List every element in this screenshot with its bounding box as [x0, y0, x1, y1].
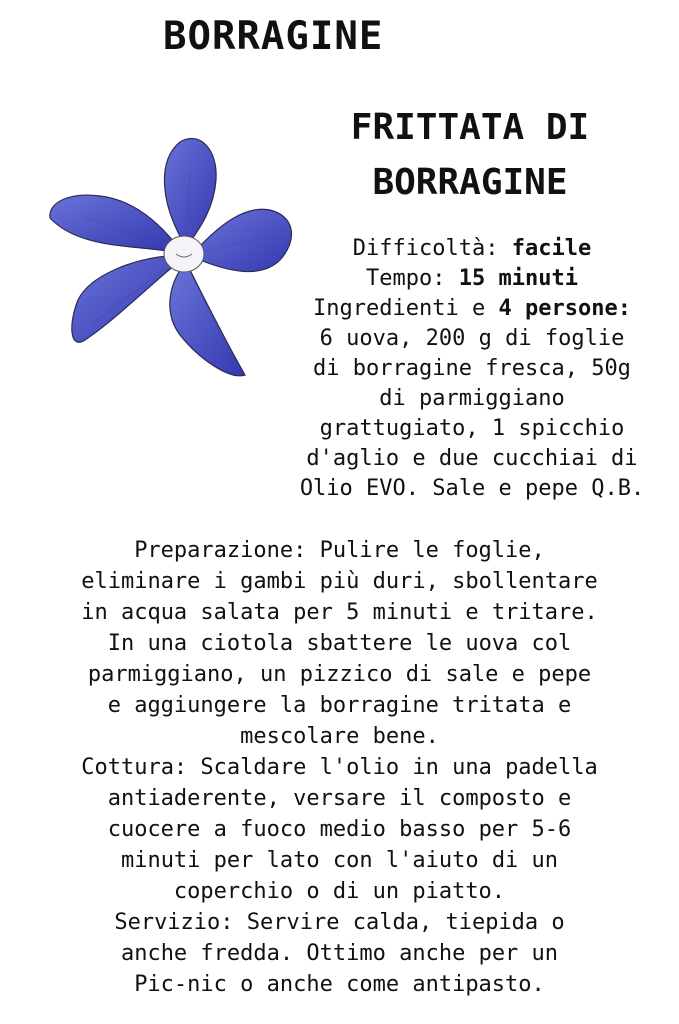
preparation-line: eliminare i gambi più duri, sbollentare	[81, 569, 598, 594]
cooking-line: coperchio o di un piatto.	[173, 879, 506, 904]
preparation-line: in acqua salata per 5 minuti e tritare.	[81, 600, 598, 625]
difficulty-row	[265, 234, 679, 264]
preparation-line: e aggiungere la borragine tritata e	[107, 693, 572, 718]
recipe-title-line-1: FRITTATA DI	[350, 107, 590, 148]
difficulty-label: Difficoltà:	[352, 236, 512, 261]
ingredients-row	[265, 294, 679, 324]
serving-line: Pic-nic o anche come antipasto.	[134, 972, 545, 997]
ingredient-line: di borragine fresca, 50g	[313, 356, 631, 381]
ingredient-line: d'aglio e due cucchiai di	[306, 446, 638, 471]
preparation-line: parmiggiano, un pizzico di sale e pepe	[87, 662, 592, 687]
preparation-line: In una ciotola sbattere le uova col	[107, 631, 572, 656]
petal-top	[164, 138, 216, 242]
ingredient-line: di parmiggiano	[379, 386, 565, 411]
preparation-text	[20, 535, 659, 1000]
time-row	[265, 264, 679, 294]
ingredient-line: Olio EVO. Sale e pepe Q.B.	[299, 476, 645, 501]
cooking-line: Cottura: Scaldare l'olio in una padella	[81, 755, 598, 780]
preparation-line: mescolare bene.	[240, 724, 439, 749]
ingredient-line: 6 uova, 200 g di foglie	[319, 326, 625, 351]
time-label: Tempo:	[366, 266, 459, 291]
cooking-line: cuocere a fuoco medio basso per 5-6	[107, 817, 572, 842]
petal-left	[50, 195, 174, 252]
recipe-title-line-2: BORRAGINE	[372, 162, 568, 203]
time-value: 15 minuti	[458, 266, 578, 291]
petal-bottom-left	[72, 256, 175, 342]
ingredients-label: Ingredienti e	[313, 296, 499, 321]
recipe-info	[265, 234, 679, 504]
difficulty-value: facile	[511, 236, 592, 261]
ingredients-persons: 4 persone:	[498, 296, 631, 321]
page-heading: BORRAGINE	[163, 14, 384, 59]
ingredient-line: grattugiato, 1 spicchio	[319, 416, 625, 441]
serving-line: Servizio: Servire calda, tiepida o	[114, 910, 565, 935]
cooking-line: antiaderente, versare il composto e	[107, 786, 572, 811]
preparation-line: Preparazione: Pulire le foglie,	[134, 538, 545, 563]
petal-bottom-right	[170, 270, 245, 376]
flower-center	[164, 236, 204, 272]
cooking-line: minuti per lato con l'aiuto di un	[120, 848, 559, 873]
recipe-title	[300, 100, 640, 210]
serving-line: anche fredda. Ottimo anche per un	[120, 941, 559, 966]
